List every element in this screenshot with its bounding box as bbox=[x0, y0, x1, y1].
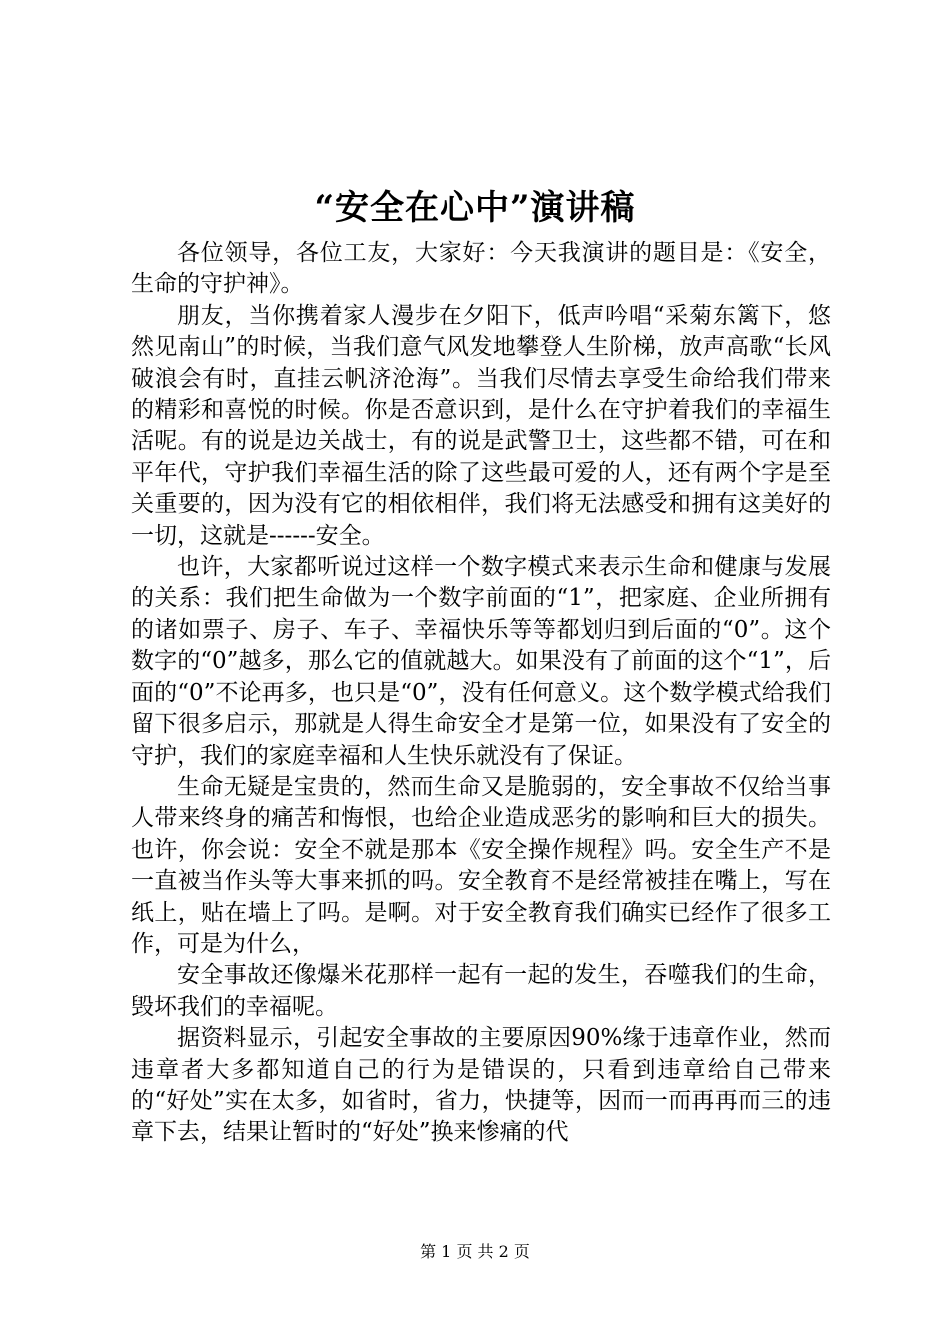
paragraph-friends: 朋友，当你携着家人漫步在夕阳下，低声吟唱“采菊东篱下，悠然见南山”的时候，当我们意气风发地攀登人生阶梯，放声高歌“长风破浪会有时，直挂云帆济沧海”。当我们尽情去享受生命给我们带来的精彩和喜悦的时候。你是否意识到，是什么在守护着我们的幸福生活呢。有的说是边关战士，有的说是武警卫士，这些都不错，可在和平年代，守护我们幸福生活的除了这些最可爱的人，还有两个字是至关重要的，因为没有它的相依相伴，我们将无法感受和拥有这美好的一切，这就是------安全。 bbox=[131, 302, 831, 549]
document-title: “安全在心中”演讲稿 bbox=[314, 188, 636, 228]
paragraph-statistics: 据资料显示，引起安全事故的主要原因90%缘于违章作业，然而违章者大多都知道自己的行为是错误的，只看到违章给自己带来的“好处”实在太多，如省时，省力，快捷等，因而一而再再而三的违章下去，结果让暂时的“好处”换来惨痛的代 bbox=[131, 1025, 831, 1146]
paragraph-greeting: 各位领导，各位工友，大家好：今天我演讲的题目是：《安全，生命的守护神》。 bbox=[131, 240, 831, 298]
page-footer: 第 1 页 共 2 页 bbox=[420, 1242, 530, 1261]
paragraph-number-model: 也许，大家都听说过这样一个数字模式来表示生命和健康与发展的关系：我们把生命做为一个数字前面的“1”，把家庭、企业所拥有的诸如票子、房子、车子、幸福快乐等等都划归到后面的“0”。这个数字的“0”越多，那么它的值就越大。如果没有了前面的这个“1”，后面的“0”不论再多，也只是“0”，没有任何意义。这个数学模式给我们留下很多启示，那就是人得生命安全才是第一位，如果没有了安全的守护，我们的家庭幸福和人生快乐就没有了保证。 bbox=[131, 554, 831, 769]
paragraph-accidents: 安全事故还像爆米花那样一起有一起的发生，吞噬我们的生命，毁坏我们的幸福呢。 bbox=[131, 962, 831, 1020]
paragraph-life-precious: 生命无疑是宝贵的，然而生命又是脆弱的，安全事故不仅给当事人带来终身的痛苦和悔恨，也给企业造成恶劣的影响和巨大的损失。也许，你会说：安全不就是那本《安全操作规程》吗。安全生产不是一直被当作头等大事来抓的吗。安全教育不是经常被挂在嘴上，写在纸上，贴在墙上了吗。是啊。对于安全教育我们确实已经作了很多工作，可是为什么， bbox=[131, 773, 831, 957]
document-body bbox=[131, 238, 831, 1149]
